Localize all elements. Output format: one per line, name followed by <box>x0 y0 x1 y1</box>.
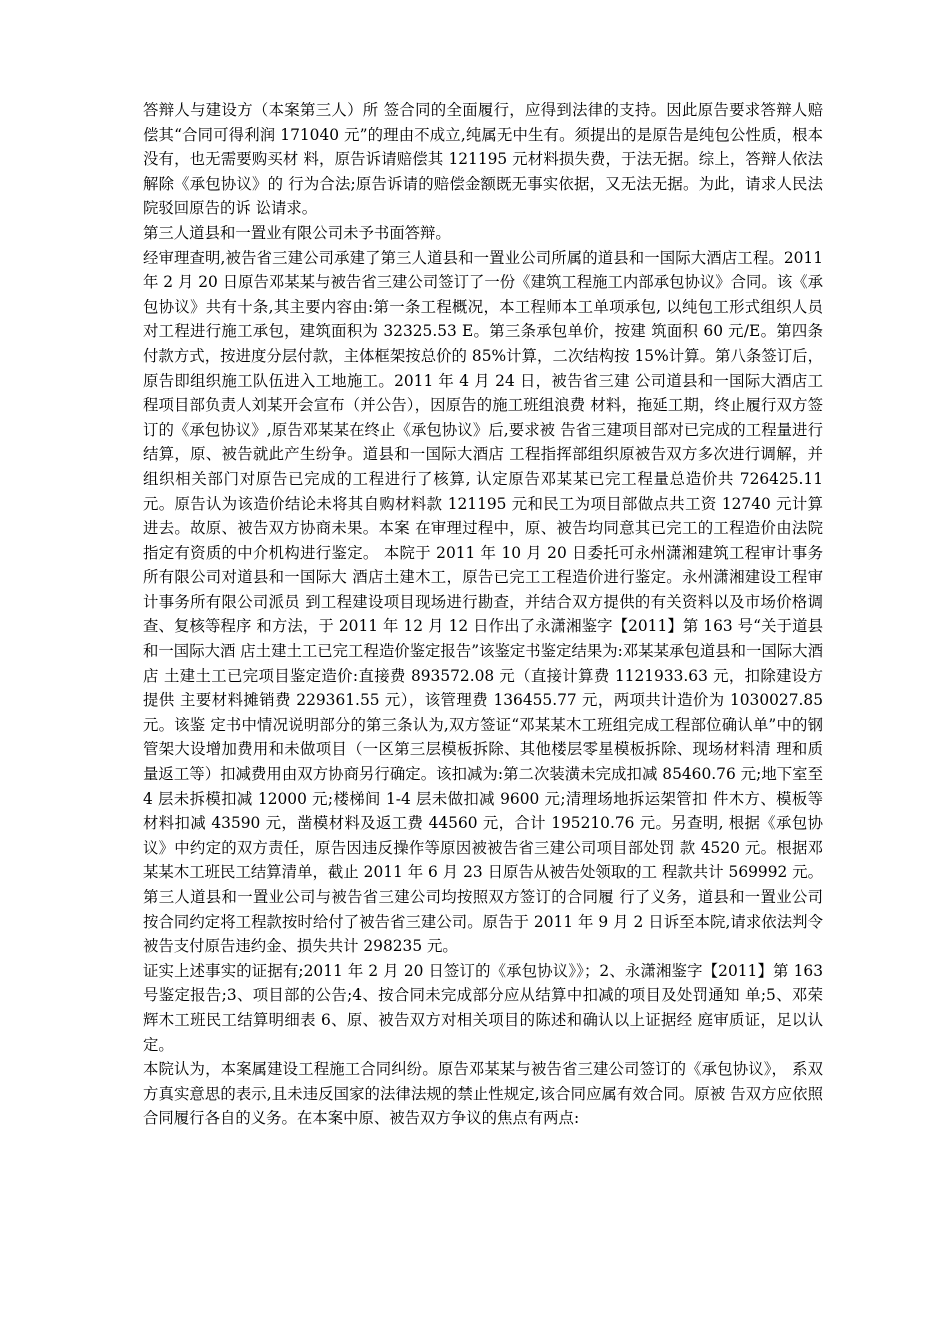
paragraph-court-opinion: 本院认为，本案属建设工程施工合同纠纷。原告邓某某与被告省三建公司签订的《承包协议》， 系双方真实意思的表示,且未违反国家的法律法规的禁止性规定,该合同应属有效合同。原被 告双方应依照合同履行各自的义务。在本案中原、被告双方争议的焦点有两点: <box>143 1060 823 1128</box>
paragraph-defense-conclusion: 答辩人与建设方（本案第三人）所 签合同的全面履行，应得到法律的支持。因此原告要求答辩人赔偿其“合同可得利润 171040 元”的理由不成立,纯属无中生有。须提出的是原告是纯包公性质，根本没有，也无需要购买材 料，原告诉请赔偿其 121195 元材料损失费，于法无据。综上，答辩人依法解除《承包协议》的 行为合法;原告诉请的赔偿金额既无事实依据，又无法无据。为此，请求人民法院驳回原告的诉 讼请求。 <box>143 101 823 218</box>
paragraph-evidence: 证实上述事实的证据有;2011 年 2 月 20 日签订的《承包协议》》；2、永潇湘鉴字【2011】第 163 号鉴定报告;3、项目部的公告;4、按合同未完成部分应从结算中扣减的项目及处罚通知 单;5、邓荣辉木工班民工结算明细表 6、原、被告双方对相关项目的陈述和确认以上证据经 庭审质证，足以认定。 <box>143 961 823 1054</box>
paragraph-third-party-no-reply: 第三人道县和一置业有限公司未予书面答辩。 <box>143 223 451 242</box>
document-page <box>143 98 823 1131</box>
paragraph-facts-found: 经审理查明,被告省三建公司承建了第三人道县和一置业公司所属的道县和一国际大酒店工程。2011 年 2 月 20 日原告邓某某与被告省三建公司签订了一份《建筑工程施工内部承包协议》合同。该《承包协议》共有十条,其主要内容由:第一条工程概况，本工程师本工单项承包, 以纯包工形式组织人员对工程进行施工承包，建筑面积为 32325.53 E。第三条承包单价，按建 筑面积 60 元/E。第四条付款方式，按进度分层付款，主体框架按总价的 85%计算，二次结构按 15%计算。第八条签订后，原告即组织施工队伍进入工地施工。2011 年 4 月 24 日，被告省三建 公司道县和一国际大酒店工程项目部负责人刘某开会宣布（并公告），因原告的施工班组浪费 材料，拖延工期，终止履行双方签订的《承包协议》,原告邓某某在终止《承包协议》后,要求被 告省三建项目部对已完成的工程量进行结算，原、被告就此产生纷争。道县和一国际大酒店 工程指挥部组织原被告双方多次进行调解，并组织相关部门对原告已完成的工程进行了核算, 认定原告邓某某已完工程量总造价共 726425.11 元。原告认为该造价结论未将其自购材料款 121195 元和民工为项目部做点共工资 12740 元计算进去。故原、被告双方协商未果。本案 在审理过程中，原、被告均同意其已完工的工程造价由法院指定有资质的中介机构进行鉴定。 本院于 2011 年 10 月 20 日委托可永州潇湘建筑工程审计事务所有限公司对道县和一国际大 酒店土建木工，原告已完工工程造价进行鉴定。永州潇湘建设工程审计事务所有限公司派员 到工程建设项目现场进行勘查，并结合双方提供的有关资料以及市场价格调查、复核等程序 和方法，于 2011 年 12 月 12 日作出了永潇湘鉴字【2011】第 163 号“关于道县和一国际大酒 店土建土工已完工程造价鉴定报告”该鉴定书鉴定结果为:邓某某承包道县和一国际大酒店 土建土工已完项目鉴定造价:直接费 893572.08 元（直接计算费 1121933.63 元，扣除建设方提供 主要材料摊销费 229361.55 元），该管理费 136455.77 元，两项共计造价为 1030027.85 元。该鉴 定书中情况说明部分的第三条认为,双方签证“邓某某木工班组完成工程部位确认单”中的钢 管架大设增加费用和未做项目（一区第三层模板拆除、其他楼层零星模板拆除、现场材料清 理和质量返工等）扣减费用由双方协商另行确定。该扣减为:第二次装潢未完成扣减 85460.76 元;地下室至 4 层未拆模扣减 12000 元;楼梯间 1-4 层未做扣减 9600 元;清理场地拆运架管扣 件木方、模板等材料扣减 43590 元，凿模材料及返工费 44560 元，合计 195210.76 元。另查明, 根据《承包协议》中约定的双方责任，原告因违反操作等原因被被告省三建公司项目部处罚 款 4520 元。根据邓某某木工班民工结算清单，截止 2011 年 6 月 23 日原告从被告处领取的工 程款共计 569992 元。第三人道县和一置业公司与被告省三建公司均按照双方签订的合同履 行了义务，道县和一置业公司按合同约定将工程款按时给付了被告省三建公司。原告于 2011 年 9 月 2 日诉至本院,请求依法判令被告支付原告违约金、损失共计 298235 元。 <box>143 248 823 956</box>
